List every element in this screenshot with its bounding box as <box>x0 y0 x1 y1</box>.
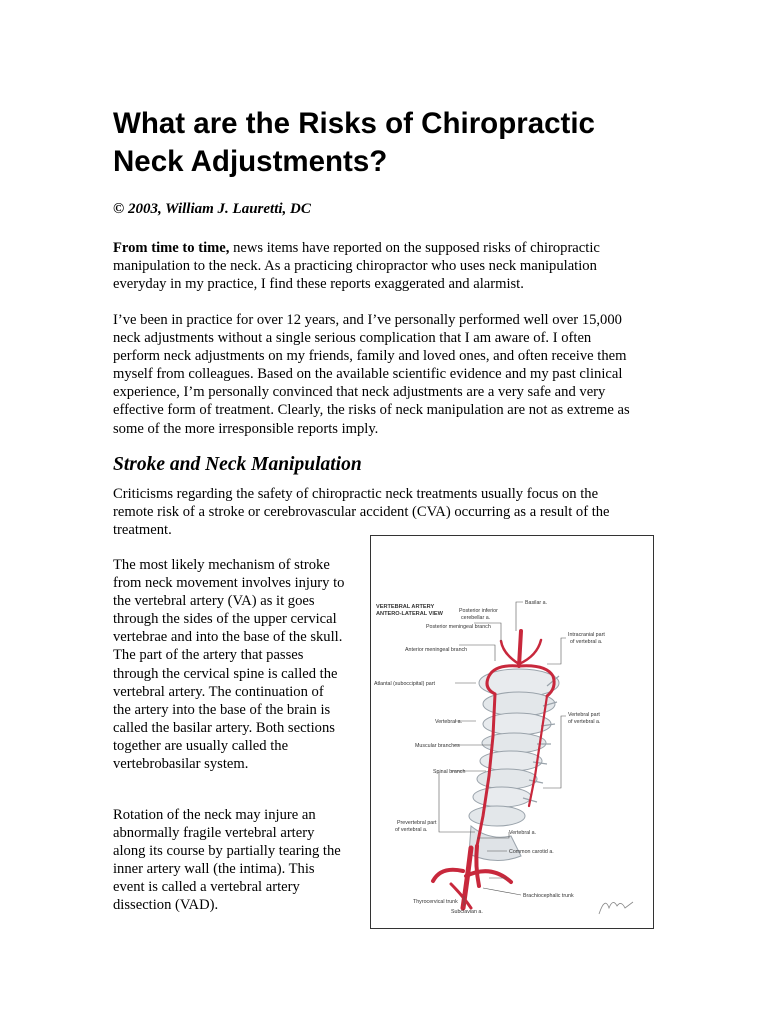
intro-paragraph <box>113 239 633 293</box>
document-title: What are the Risks of Chiropractic Neck Adjustments? <box>113 107 595 178</box>
label-prevert-1: Prevertebral part <box>397 820 437 826</box>
paragraph-mechanism: The most likely mechanism of stroke from neck movement involves injury to the vertebral artery (VA) as it goes through the sides of the upper cervical vertebrae and into the base of the skull. The part of the artery that passes through the cervical spine is called the vertebral artery. The continuation of the artery into the base of the brain is called the basilar artery. Both sections together are usually called the vertebrobasilar system. <box>113 557 345 773</box>
label-vertebral-a2: Vertebral a. <box>509 830 537 836</box>
paragraph-criticisms: Criticisms regarding the safety of chiropractic neck treatments usually focus on the remote risk of a stroke or cerebrovascular accident (CVA) occurring as a result of the treatment. <box>113 486 610 539</box>
vertebral-artery-illustration <box>371 536 655 930</box>
paragraph-rotation: Rotation of the neck may injure an abnormally fragile vertebral artery along its course by partially tearing the inner artery wall (the intima). This event is called a vertebral artery dissection (VAD). <box>113 807 341 914</box>
label-post-inf-cerebellar-2: cerebellar a. <box>461 615 491 621</box>
label-intracranial-1: Intracranial part <box>568 632 605 638</box>
figure-title-line2: ANTERO-LATERAL VIEW <box>376 611 443 617</box>
label-muscular: Muscular branches <box>415 743 460 749</box>
label-post-meningeal: Posterior meningeal branch <box>426 624 491 630</box>
label-common-carotid: Common carotid a. <box>509 849 554 855</box>
label-brachiocephalic: Brachiocephalic trunk <box>523 893 574 899</box>
label-ant-meningeal: Anterior meningeal branch <box>405 647 468 653</box>
artist-signature <box>599 902 633 914</box>
label-atlantal: Atlantal (suboccipital) part <box>374 681 435 687</box>
label-vertebral-a: Vertebral a. <box>435 719 463 725</box>
label-vert-part-1: Vertebral part <box>568 712 600 718</box>
paragraph-practice: I’ve been in practice for over 12 years, and I’ve personally performed well over 15,000 neck adjustments without a single serious complication that I am aware of. I often perform neck adjustments on my friends, family and loved ones, and often receive them myself from colleagues. Based on the available scientific evidence and my past clinical experience, I’m personally convinced that neck adjustments are a very safe and very effective form of treatment. Clearly, the risks of neck manipulation are not as extreme as some of the more irresponsible reports imply. <box>113 312 630 437</box>
intro-text: news items have reported on the supposed risks of chiropractic manipulation to the neck. As a practicing chiropractor who uses neck manipulation everyday in my practice, I find these reports exaggerated and alarmist. <box>113 240 600 293</box>
figure-title-line1: VERTEBRAL ARTERY <box>376 604 435 610</box>
label-spinal: Spinal branch <box>433 769 466 775</box>
label-thyrocervical: Thyrocervical trunk <box>413 899 458 905</box>
label-vert-part-2: of vertebral a. <box>568 719 601 725</box>
label-basilar: Basilar a. <box>525 600 548 606</box>
byline: © 2003, William J. Lauretti, DC <box>113 201 311 217</box>
section-heading: Stroke and Neck Manipulation <box>113 454 362 475</box>
intro-lead: From time to time, <box>113 240 230 256</box>
vertebral-artery-figure <box>370 535 654 929</box>
label-subclavian: Subclavian a. <box>451 909 483 915</box>
label-intracranial-2: of vertebral a. <box>570 639 603 645</box>
label-prevert-2: of vertebral a. <box>395 827 428 833</box>
label-post-inf-cerebellar-1: Posterior inferior <box>459 608 498 614</box>
